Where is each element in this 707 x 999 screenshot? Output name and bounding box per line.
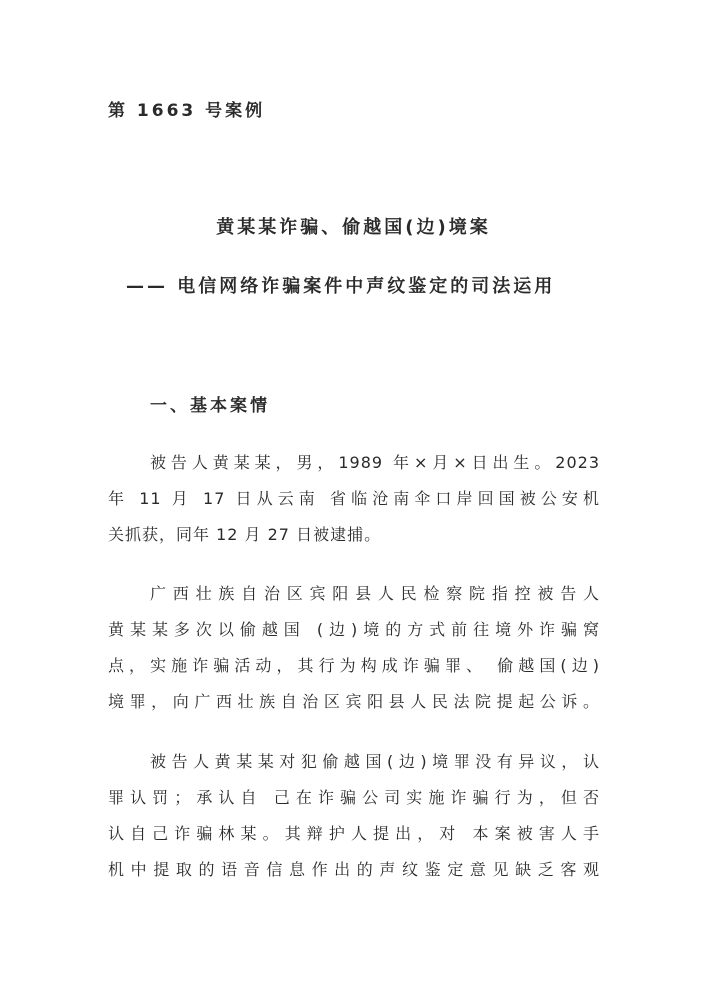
case-number: 第 1663 号案例 xyxy=(108,101,266,121)
paragraph-1 xyxy=(108,445,600,553)
paragraph-line: 境罪，向广西壮族自治区宾阳县人民法院提起公诉。 xyxy=(108,692,600,711)
paragraph-line: 点，实施诈骗活动，其行为构成诈骗罪、 偷越国(边) xyxy=(108,656,600,675)
paragraph-line: 罪认罚；承认自 己在诈骗公司实施诈骗行为，但否 xyxy=(108,788,600,807)
paragraph-2 xyxy=(108,576,600,720)
document-title: 黄某某诈骗、偷越国(边)境案 xyxy=(216,217,491,238)
paragraph-line: 机中提取的语音信息作出的声纹鉴定意见缺乏客观 xyxy=(108,860,600,879)
paragraph-line: 年 11 月 17 日从云南 省临沧南伞口岸回国被公安机 xyxy=(108,489,600,508)
paragraph-line: 被告人黄某某对犯偷越国(边)境罪没有异议，认 xyxy=(150,752,600,771)
section-heading: 一、基本案情 xyxy=(150,396,270,416)
paragraph-line: 黄某某多次以偷越国 (边)境的方式前往境外诈骗窝 xyxy=(108,620,600,639)
paragraph-line: 认自己诈骗林某。其辩护人提出，对 本案被害人手 xyxy=(108,824,600,843)
paragraph-line: 广西壮族自治区宾阳县人民检察院指控被告人 xyxy=(150,584,600,603)
paragraph-line: 被告人黄某某，男，1989 年×月×日出生。2023 xyxy=(150,453,600,472)
document-subtitle: —— 电信网络诈骗案件中声纹鉴定的司法运用 xyxy=(126,276,556,297)
paragraph-line: 关抓获，同年 12 月 27 日被逮捕。 xyxy=(108,525,382,544)
paragraph-3 xyxy=(108,744,600,888)
